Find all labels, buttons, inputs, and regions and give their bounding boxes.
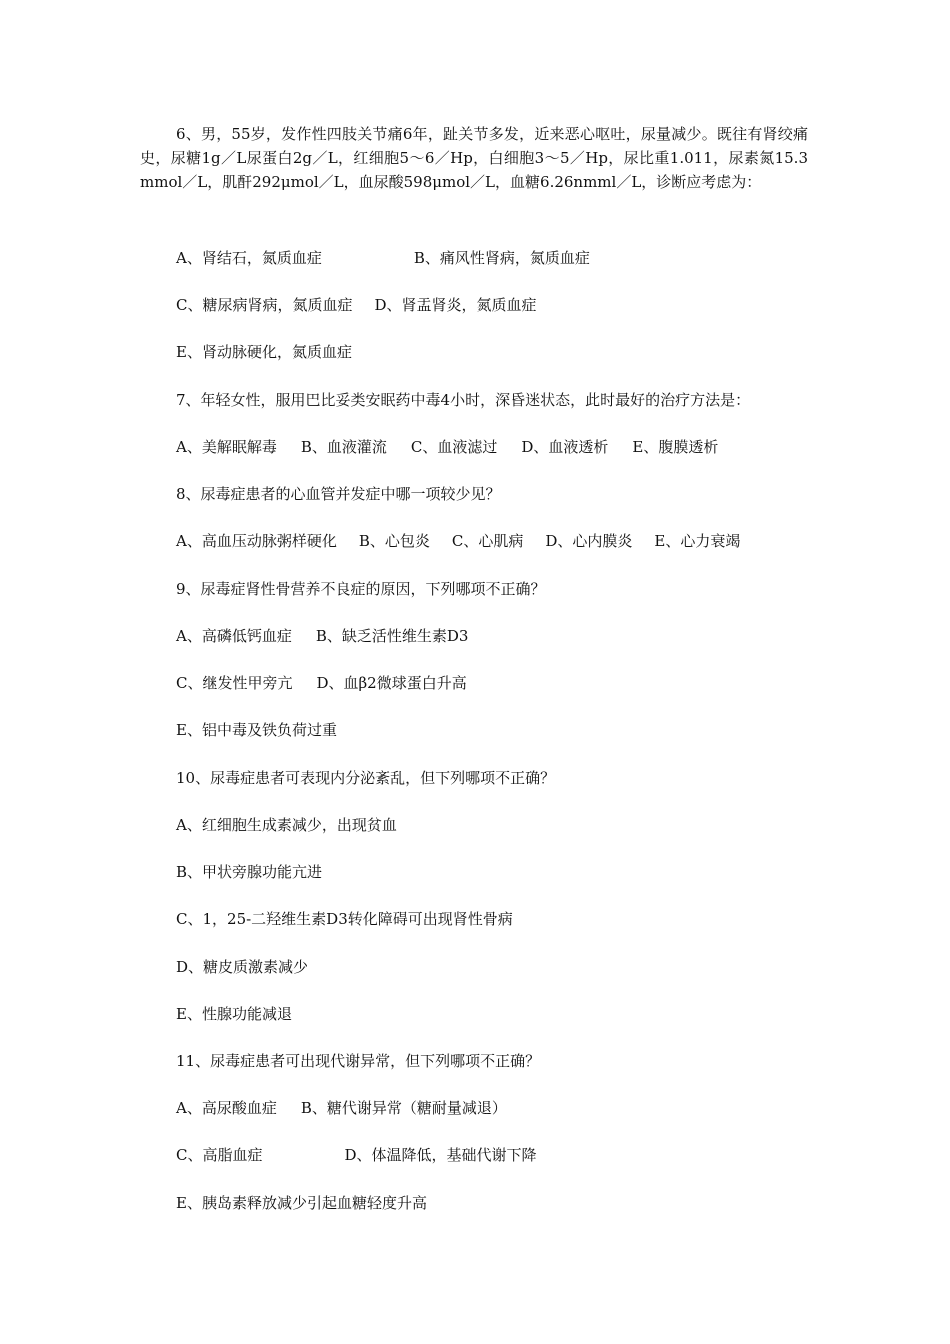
q8-option-b: B、心包炎 <box>358 532 430 550</box>
q8-option-c: C、心肌病 <box>451 532 524 550</box>
q6-option-c: C、糖尿病肾病，氮质血症 <box>176 296 353 314</box>
question-9-options-row-2 <box>176 671 467 695</box>
q9-option-b: B、缺乏活性维生素D3 <box>315 627 469 645</box>
question-6-stem: 6、男，55岁，发作性四肢关节痛6年，趾关节多发，近来恶心呕吐，尿量减少。既往有肾绞痛史，尿糖1g／L尿蛋白2g／L，红细胞5～6／Hp，白细胞3～5／Hp，尿比重1.011，尿素氮15.3 mmol／L，肌酐292μmol／L，血尿酸598μmol／L，血糖6.26nmml／L，诊断应考虑为： <box>140 125 808 191</box>
question-10-stem: 10、尿毒症患者可表现内分泌紊乱，但下列哪项不正确？ <box>176 769 556 787</box>
question-6-options-row-1 <box>176 246 590 270</box>
question-6-options-row-2 <box>176 293 537 317</box>
question-6-options-row-3 <box>176 340 352 364</box>
q10-option-b: B、甲状旁腺功能亢进 <box>176 863 323 881</box>
q9-option-d: D、血β2微球蛋白升高 <box>316 674 467 692</box>
q11-option-c: C、高脂血症 <box>176 1146 263 1164</box>
q11-option-b: B、糖代谢异常（糖耐量减退） <box>300 1099 507 1117</box>
q10-option-d: D、糖皮质激素减少 <box>176 958 309 976</box>
q9-option-c: C、继发性甲旁亢 <box>176 674 293 692</box>
q11-option-d: D、体温降低，基础代谢下降 <box>344 1146 537 1164</box>
q11-option-a: A、高尿酸血症 <box>176 1099 277 1117</box>
q10-option-e: E、性腺功能减退 <box>176 1005 292 1023</box>
q6-option-d: D、肾盂肾炎，氮质血症 <box>374 296 537 314</box>
q7-option-e: E、腹膜透析 <box>632 438 719 456</box>
question-8-options <box>176 529 740 553</box>
q6-option-e: E、肾动脉硬化，氮质血症 <box>176 343 352 361</box>
question-7-stem: 7、年轻女性，服用巴比妥类安眠药中毒4小时，深昏迷状态，此时最好的治疗方法是： <box>176 391 751 409</box>
q7-option-b: B、血液灌流 <box>300 438 387 456</box>
q6-option-b: B、痛风性肾病，氮质血症 <box>413 249 590 267</box>
q7-option-d: D、血液透析 <box>521 438 609 456</box>
q7-option-c: C、血液滤过 <box>410 438 498 456</box>
question-9-options-row-3 <box>176 718 337 742</box>
q6-option-a: A、肾结石，氮质血症 <box>176 249 322 267</box>
question-11-options-row-1 <box>176 1096 507 1120</box>
question-7-options <box>176 435 718 459</box>
question-11-options-row-2 <box>176 1143 537 1167</box>
question-11-stem: 11、尿毒症患者可出现代谢异常，但下列哪项不正确？ <box>176 1052 541 1070</box>
q7-option-a: A、美解眠解毒 <box>176 438 277 456</box>
question-8-stem: 8、尿毒症患者的心血管并发症中哪一项较少见？ <box>176 485 501 503</box>
q10-option-c: C、1，25-二羟维生素D3转化障碍可出现肾性骨病 <box>176 910 513 928</box>
question-9-options-row-1 <box>176 624 468 648</box>
q8-option-a: A、高血压动脉粥样硬化 <box>176 532 337 550</box>
question-9-stem: 9、尿毒症肾性骨营养不良症的原因，下列哪项不正确？ <box>176 580 546 598</box>
q8-option-e: E、心力衰竭 <box>654 532 741 550</box>
q10-option-a: A、红细胞生成素减少，出现贫血 <box>176 816 397 834</box>
q8-option-d: D、心内膜炎 <box>545 532 633 550</box>
q9-option-a: A、高磷低钙血症 <box>176 627 292 645</box>
q9-option-e: E、铝中毒及铁负荷过重 <box>176 721 337 739</box>
question-11-options-row-3 <box>176 1191 427 1215</box>
q11-option-e: E、胰岛素释放减少引起血糖轻度升高 <box>176 1194 427 1212</box>
